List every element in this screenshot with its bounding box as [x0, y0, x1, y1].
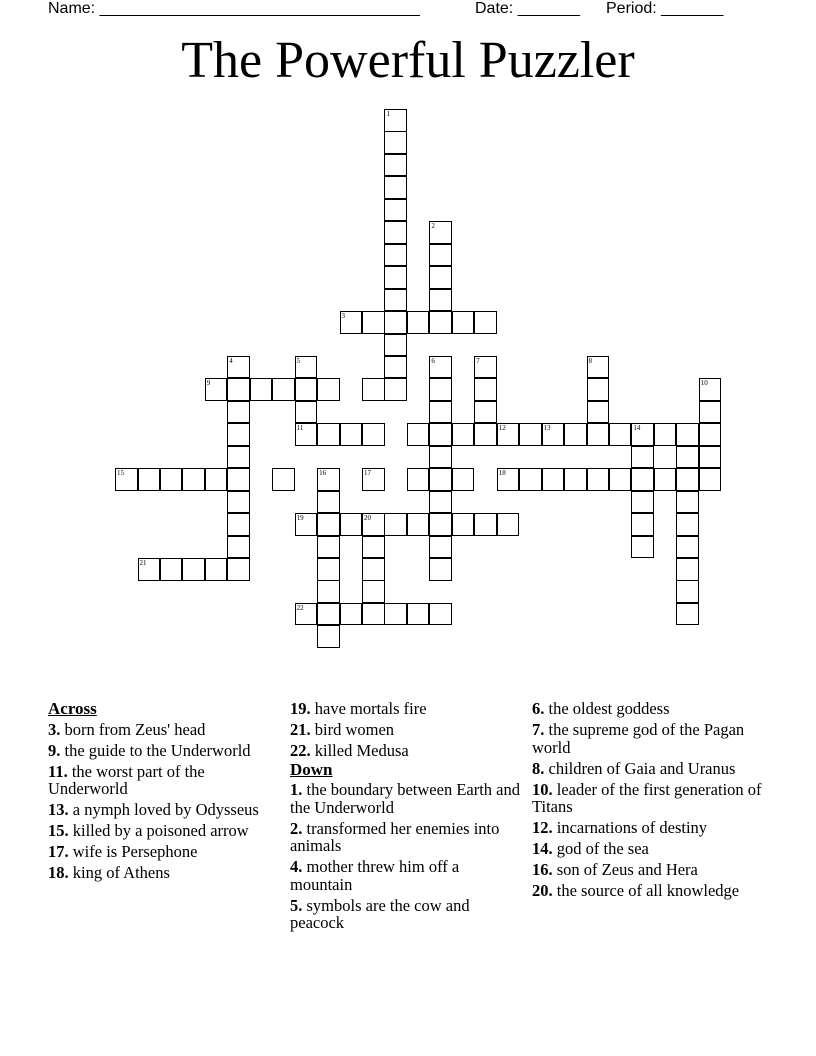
clue-across-17: 17. wife is Persephone	[48, 842, 198, 861]
grid-cell[interactable]	[205, 468, 228, 491]
clue-number: 11	[296, 424, 304, 433]
grid-cell[interactable]	[564, 468, 587, 491]
clue-number: 5	[296, 356, 301, 365]
grid-cell[interactable]	[384, 221, 407, 244]
clue-number: 4	[229, 356, 233, 365]
grid-cell[interactable]	[587, 423, 610, 446]
grid-cell[interactable]	[205, 378, 228, 401]
grid-cell[interactable]	[474, 401, 497, 424]
down-heading: Down	[290, 759, 333, 779]
grid-cell[interactable]	[362, 558, 385, 581]
grid-cell[interactable]	[384, 378, 407, 401]
grid-cell[interactable]	[429, 266, 452, 289]
grid-cell[interactable]	[609, 423, 632, 446]
period-field[interactable]: Period: _______	[606, 0, 724, 17]
grid-cell[interactable]	[272, 378, 295, 401]
grid-cell[interactable]	[295, 513, 318, 536]
clue-column-1	[48, 700, 283, 885]
grid-cell[interactable]	[654, 423, 677, 446]
grid-cell[interactable]	[497, 423, 520, 446]
grid-cell[interactable]	[317, 378, 340, 401]
grid-cell[interactable]	[384, 266, 407, 289]
grid-cell[interactable]	[587, 378, 610, 401]
grid-cell[interactable]	[227, 423, 250, 446]
grid-cell[interactable]	[497, 468, 520, 491]
grid-cell[interactable]	[631, 491, 654, 514]
clue-number: 15	[117, 469, 125, 478]
grid-cell[interactable]	[182, 468, 205, 491]
grid-cell[interactable]	[362, 423, 385, 446]
grid-cell[interactable]	[205, 558, 228, 581]
clue-number: 1	[386, 110, 390, 118]
grid-cell[interactable]	[676, 446, 699, 469]
grid-cell[interactable]	[452, 468, 475, 491]
grid-cell[interactable]	[317, 625, 340, 648]
grid-cell[interactable]	[676, 558, 699, 581]
grid-cell[interactable]	[317, 491, 340, 514]
across-heading: Across	[48, 699, 97, 718]
grid-cell[interactable]	[519, 468, 542, 491]
grid-cell[interactable]	[340, 603, 363, 626]
clue-down-8: 8. children of Gaia and Uranus	[532, 758, 736, 778]
clue-across-3: 3. born from Zeus' head	[48, 719, 206, 739]
date-field[interactable]: Date: _______	[475, 0, 580, 17]
grid-cell[interactable]	[295, 401, 318, 424]
grid-cell[interactable]	[631, 423, 654, 446]
clue-down-5: 5. symbols are the cow and peacock	[290, 895, 470, 932]
grid-cell[interactable]	[429, 603, 452, 626]
clue-number: 10	[700, 379, 708, 388]
clue-number: 18	[498, 469, 506, 478]
grid-cell[interactable]	[295, 603, 318, 626]
grid-cell[interactable]	[250, 378, 273, 401]
grid-cell[interactable]	[429, 289, 452, 312]
grid-cell[interactable]	[429, 513, 452, 536]
clue-down-1: 1. the boundary between Earth and the Underworld	[290, 780, 521, 817]
grid-cell[interactable]	[317, 558, 340, 581]
grid-cell[interactable]	[676, 536, 699, 559]
grid-cell[interactable]	[407, 468, 430, 491]
clue-number: 13	[543, 424, 551, 433]
grid-cell[interactable]	[407, 311, 430, 334]
grid-cell[interactable]	[474, 378, 497, 401]
name-field[interactable]: Name: ____________________________________	[48, 0, 420, 17]
clue-down-10: 10. leader of the first generation of Titans	[532, 779, 762, 816]
clue-number: 16	[319, 469, 327, 478]
grid-cell[interactable]	[160, 558, 183, 581]
grid-cell[interactable]	[631, 446, 654, 469]
grid-cell[interactable]	[362, 311, 385, 334]
grid-cell[interactable]	[384, 131, 407, 154]
grid-cell[interactable]	[272, 468, 295, 491]
grid-cell[interactable]	[227, 356, 250, 379]
grid-cell[interactable]	[138, 468, 161, 491]
grid-cell[interactable]	[429, 221, 452, 244]
clue-down-6: 6. the oldest goddess	[532, 699, 670, 718]
grid-cell[interactable]	[609, 468, 632, 491]
clue-down-14: 14. god of the sea	[532, 839, 649, 858]
grid-cell[interactable]	[497, 513, 520, 536]
grid-cell[interactable]	[429, 468, 452, 491]
grid-cell[interactable]	[227, 446, 250, 469]
clue-down-2: 2. transformed her enemies into animals	[290, 818, 500, 855]
grid-cell[interactable]	[407, 513, 430, 536]
grid-cell[interactable]	[340, 423, 363, 446]
grid-cell[interactable]	[384, 109, 407, 132]
grid-cell[interactable]	[429, 446, 452, 469]
grid-cell[interactable]	[587, 468, 610, 491]
clue-column-3	[532, 700, 767, 903]
grid-cell[interactable]	[362, 603, 385, 626]
clue-number: 6	[431, 356, 435, 365]
grid-cell[interactable]	[362, 468, 385, 491]
grid-cell[interactable]	[295, 356, 318, 379]
grid-cell[interactable]	[429, 311, 452, 334]
grid-cell[interactable]	[384, 311, 407, 334]
grid-cell[interactable]	[384, 513, 407, 536]
grid-cell[interactable]	[452, 311, 475, 334]
clue-number: 22	[296, 603, 304, 612]
grid-cell[interactable]	[429, 558, 452, 581]
grid-cell[interactable]	[340, 311, 363, 334]
grid-cell[interactable]	[384, 334, 407, 357]
clue-down-7: 7. the supreme god of the Pagan world	[532, 720, 745, 757]
grid-cell[interactable]	[227, 378, 250, 401]
clue-number: 20	[364, 514, 371, 523]
grid-cell[interactable]	[429, 491, 452, 514]
grid-cell[interactable]	[676, 468, 699, 491]
clue-across-15: 15. killed by a poisoned arrow	[48, 821, 249, 840]
grid-cell[interactable]	[182, 558, 205, 581]
clue-across-9: 9. the guide to the Underworld	[48, 740, 251, 760]
grid-cell[interactable]	[227, 468, 250, 491]
grid-cell[interactable]	[429, 378, 452, 401]
clue-number: 9	[206, 379, 211, 388]
clue-number: 17	[364, 469, 371, 478]
grid-cell[interactable]	[227, 491, 250, 514]
grid-cell[interactable]	[384, 154, 407, 177]
grid-cell[interactable]	[452, 423, 475, 446]
grid-cell[interactable]	[676, 603, 699, 626]
grid-cell[interactable]	[317, 513, 340, 536]
grid-cell[interactable]	[631, 513, 654, 536]
grid-cell[interactable]	[407, 423, 430, 446]
clue-down-12: 12. incarnations of destiny	[532, 818, 708, 837]
clue-down-16: 16. son of Zeus and Hera	[532, 860, 698, 879]
grid-cell[interactable]	[676, 580, 699, 603]
clue-across-19: 19. have mortals fire	[290, 699, 427, 718]
clue-number: 8	[588, 356, 592, 365]
clue-number: 12	[498, 424, 506, 433]
grid-cell[interactable]	[160, 468, 183, 491]
grid-cell[interactable]	[699, 446, 722, 469]
grid-cell[interactable]	[429, 536, 452, 559]
grid-cell[interactable]	[362, 536, 385, 559]
grid-cell[interactable]	[317, 536, 340, 559]
puzzle-title: The Powerful Puzzler	[181, 32, 635, 89]
grid-cell[interactable]	[542, 468, 565, 491]
grid-cell[interactable]	[227, 513, 250, 536]
grid-cell[interactable]	[227, 536, 250, 559]
grid-cell[interactable]	[699, 401, 722, 424]
grid-cell[interactable]	[317, 603, 340, 626]
clue-across-21: 21. bird women	[290, 720, 395, 739]
grid-cell[interactable]	[295, 423, 318, 446]
clue-across-11: 11. the worst part of the Underworld	[48, 761, 205, 798]
grid-cell[interactable]	[564, 423, 587, 446]
grid-cell[interactable]	[340, 513, 363, 536]
grid-cell[interactable]	[384, 244, 407, 267]
grid-cell[interactable]	[519, 423, 542, 446]
clue-down-4: 4. mother threw him off a mountain	[290, 857, 460, 894]
grid-cell[interactable]	[317, 423, 340, 446]
grid-cell[interactable]	[474, 513, 497, 536]
grid-cell[interactable]	[429, 401, 452, 424]
grid-cell[interactable]	[295, 378, 318, 401]
grid-cell[interactable]	[429, 423, 452, 446]
grid-cell[interactable]	[317, 580, 340, 603]
grid-cell[interactable]	[115, 468, 138, 491]
grid-cell[interactable]	[362, 378, 385, 401]
clue-number: 3	[341, 312, 346, 321]
grid-cell[interactable]	[362, 580, 385, 603]
grid-cell[interactable]	[699, 423, 722, 446]
clue-number: 2	[431, 222, 435, 231]
grid-cell[interactable]	[474, 311, 497, 334]
grid-cell[interactable]	[138, 558, 161, 581]
clue-column-2	[290, 700, 525, 935]
grid-cell[interactable]	[407, 603, 430, 626]
grid-cell[interactable]	[699, 378, 722, 401]
grid-cell[interactable]	[474, 356, 497, 379]
grid-cell[interactable]	[384, 199, 407, 222]
grid-cell[interactable]	[227, 401, 250, 424]
clue-number: 21	[139, 559, 147, 567]
grid-cell[interactable]	[587, 401, 610, 424]
header	[48, 0, 768, 20]
clue-number: 19	[296, 514, 304, 523]
grid-cell[interactable]	[699, 468, 722, 491]
grid-cell[interactable]	[676, 513, 699, 536]
grid-cell[interactable]	[654, 468, 677, 491]
grid-cell[interactable]	[317, 468, 340, 491]
grid-cell[interactable]	[631, 536, 654, 559]
grid-cell[interactable]	[474, 423, 497, 446]
grid-cell[interactable]	[542, 423, 565, 446]
grid-cell[interactable]	[587, 356, 610, 379]
grid-cell[interactable]	[676, 491, 699, 514]
clue-number: 14	[633, 424, 641, 433]
grid-cell[interactable]	[429, 356, 452, 379]
grid-cell[interactable]	[384, 289, 407, 312]
grid-cell[interactable]	[384, 176, 407, 199]
grid-cell[interactable]	[384, 356, 407, 379]
grid-cell[interactable]	[452, 513, 475, 536]
clue-down-20: 20. the source of all knowledge	[532, 881, 740, 900]
grid-cell[interactable]	[429, 244, 452, 267]
clue-across-22: 22. killed Medusa	[290, 741, 409, 760]
clue-across-13: 13. a nymph loved by Odysseus	[48, 800, 259, 819]
clue-number: 7	[476, 356, 480, 365]
grid-cell[interactable]	[362, 513, 385, 536]
grid-cell[interactable]	[676, 423, 699, 446]
grid-cell[interactable]	[631, 468, 654, 491]
grid-cell[interactable]	[384, 603, 407, 626]
clue-across-18: 18. king of Athens	[48, 863, 170, 882]
grid-cell[interactable]	[227, 558, 250, 581]
